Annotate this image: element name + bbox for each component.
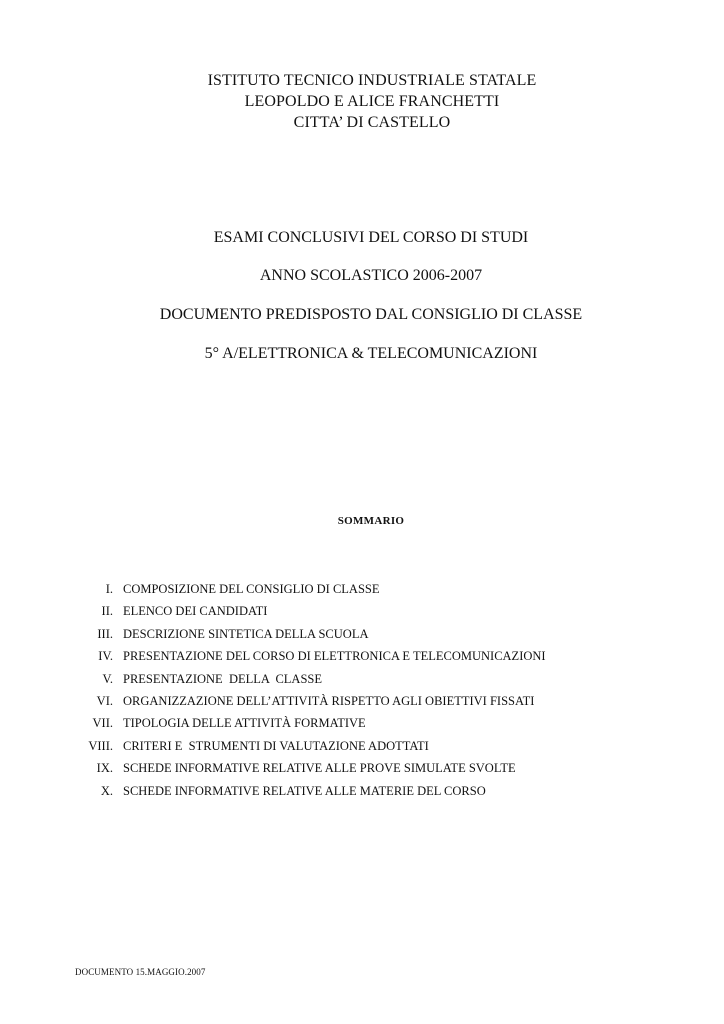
- toc-number: VIII.: [88, 738, 113, 753]
- toc-item: [60, 604, 620, 626]
- toc-number: I.: [105, 582, 113, 596]
- toc-item: [60, 672, 620, 694]
- toc-label: SCHEDE INFORMATIVE RELATIVE ALLE PROVE SIMULATE SVOLTE: [123, 761, 516, 776]
- toc-item: [60, 582, 620, 604]
- toc-item: [60, 627, 620, 649]
- school-header: [0, 70, 724, 133]
- toc-label: CRITERI E STRUMENTI DI VALUTAZIONE ADOTTATI: [123, 738, 429, 753]
- exam-title: ESAMI CONCLUSIVI DEL CORSO DI STUDI: [213, 229, 529, 246]
- header-institute: ISTITUTO TECNICO INDUSTRIALE STATALE: [207, 72, 537, 89]
- toc-item: [60, 716, 620, 738]
- toc-item: [60, 761, 620, 783]
- toc-number: IV.: [98, 649, 113, 664]
- toc-label: ELENCO DEI CANDIDATI: [123, 604, 268, 619]
- toc-item: [60, 784, 620, 806]
- toc-item: [60, 649, 620, 671]
- table-of-contents: [60, 582, 620, 806]
- toc-label: COMPOSIZIONE DEL CONSIGLIO DI CLASSE: [123, 582, 380, 596]
- toc-label: SCHEDE INFORMATIVE RELATIVE ALLE MATERIE DEL CORSO: [123, 783, 486, 798]
- summary-heading: SOMMARIO: [337, 515, 405, 527]
- toc-number: VII.: [92, 716, 113, 731]
- class-title: 5° A/ELETTRONICA & TELECOMUNICAZIONI: [204, 345, 538, 362]
- page-footer: DOCUMENTO 15.MAGGIO.2007: [75, 967, 206, 977]
- document-title: DOCUMENTO PREDISPOSTO DAL CONSIGLIO DI CLASSE: [159, 306, 583, 323]
- toc-item: [60, 694, 620, 716]
- toc-number: V.: [102, 671, 113, 686]
- toc-label: DESCRIZIONE SINTETICA DELLA SCUOLA: [123, 626, 369, 641]
- toc-number: II.: [101, 604, 113, 619]
- toc-number: IX.: [96, 761, 113, 776]
- toc-number: VI.: [96, 693, 113, 708]
- school-year: ANNO SCOLASTICO 2006-2007: [259, 267, 483, 284]
- toc-number: III.: [97, 626, 113, 641]
- header-school-name: LEOPOLDO E ALICE FRANCHETTI: [244, 93, 500, 110]
- toc-label: ORGANIZZAZIONE DELL’ATTIVITÀ RISPETTO AGLI OBIETTIVI FISSATI: [123, 693, 535, 708]
- header-city: CITTA’ DI CASTELLO: [293, 114, 451, 131]
- toc-label: PRESENTAZIONE DEL CORSO DI ELETTRONICA E TELECOMUNICAZIONI: [123, 649, 546, 664]
- toc-number: X.: [100, 783, 113, 798]
- toc-label: PRESENTAZIONE DELLA CLASSE: [123, 671, 322, 686]
- toc-item: [60, 739, 620, 761]
- toc-label: TIPOLOGIA DELLE ATTIVITÀ FORMATIVE: [123, 716, 366, 731]
